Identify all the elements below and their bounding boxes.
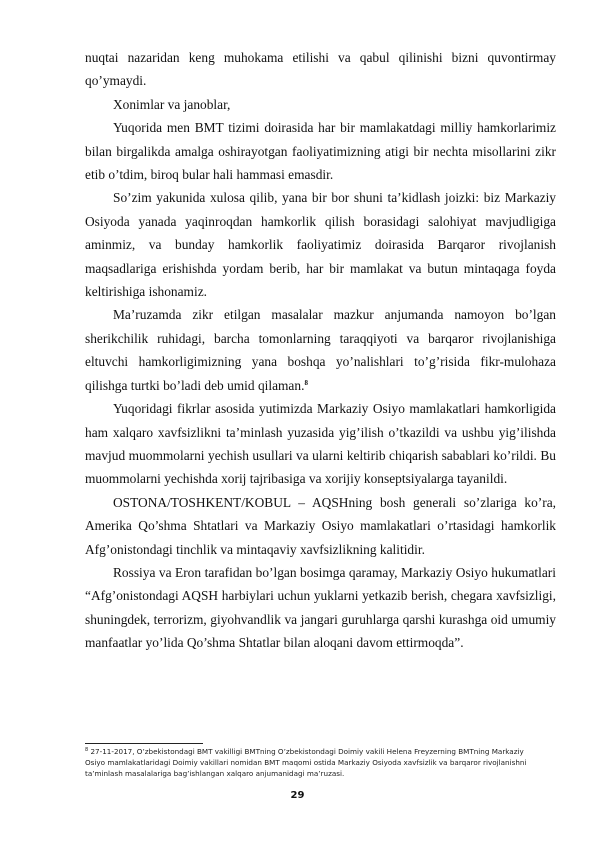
paragraph-8 xyxy=(85,561,556,655)
paragraph-1 xyxy=(85,46,556,93)
paragraph-text: Yuqoridagi fikrlar asosida yutimizda Markaziy Osiyo mamlakatlari hamkorligida ham xalqaro xavfsizlikni ta’minlash yuzasida yig’ilish o’tkazildi va ushbu yig’ilishda mavjud muommolarni yechish usullari va ularni keltirib chiqarish sabablari ko’rildi. Bu muommolarni yechishda xorij tajribasiga va xorijiy konseptsiyalarga tayanildi. xyxy=(85,401,556,487)
footnote-text: 27-11-2017, O’zbekistondagi BMT vakilligi BMTning O’zbekistondagi Doimiy vakili Helena Freyzerning BMTning Markaziy Osiyo mamlakatlaridagi Doimiy vakillari nomidan BMT maqomi ostida Markaziy Osiyoda xavfsizlik va barqaror rivojlanishni ta’minlash masalalariga bag’ishlangan xalqaro anjumanidagi ma’ruzasi. xyxy=(85,747,527,778)
paragraph-text: nuqtai nazaridan keng muhokama etilishi va qabul qilinishi bizni quvontirmay qo’ymaydi. xyxy=(85,50,556,89)
paragraph-7 xyxy=(85,491,556,561)
page-number: 29 xyxy=(290,790,305,801)
paragraph-text: Yuqorida men BMT tizimi doirasida har bir mamlakatdagi milliy hamkorlarimiz bilan birgalikda amalga oshirayotgan faoliyatimizning atigi bir nechta misollarini zikr etib o’tdim, biroq bular hali hammasi emasdir. xyxy=(85,120,556,183)
paragraph-text: Ma’ruzamda zikr etilgan masalalar mazkur anjumanda namoyon bo’lgan sherikchilik ruhidagi, barcha tomonlarning taraqqiyoti va barqaror rivojlanishiga eltuvchi hamkorligimizning yana boshqa yo’nalishlari to’g’risida fikr-mulohaza qilishga turtki bo’ladi deb umid qilaman. xyxy=(85,307,556,393)
paragraph-text: So’zim yakunida xulosa qilib, yana bir bor shuni ta’kidlash joizki: biz Markaziy Osiyoda yanada yaqinroqdan hamkorlik qilish borasidagi salohiyat mavjudligiga aminmiz, va bunday hamkorlik faoliyatimiz doirasida Barqaror rivojlanish maqsadlariga erishishda yordam berib, har bir mamlakat va butun mintaqaga foyda keltirishiga ishonamiz. xyxy=(85,190,556,300)
paragraph-2 xyxy=(85,93,556,116)
paragraph-5 xyxy=(85,303,556,397)
paragraph-3 xyxy=(85,116,556,186)
paragraph-text: Xonimlar va janoblar, xyxy=(113,96,231,112)
main-text xyxy=(85,46,556,655)
footnote xyxy=(85,746,535,779)
paragraph-6 xyxy=(85,397,556,491)
footnote-reference[interactable]: 8 xyxy=(304,378,308,387)
footnote-marker: 8 xyxy=(85,747,89,753)
paragraph-text: Rossiya va Eron tarafidan bo’lgan bosimga qaramay, Markaziy Osiyo hukumatlari “Afg’onistondagi AQSH harbiylari uchun yuklarni yetkazib berish, chegara xavfsizligi, shuningdek, terrorizm, giyohvandlik va jangari guruhlarga qarshi kurashga oid umumiy manfaatlar yo’lida Qo’shma Shtatlar bilan aloqani davom ettirmoqda”. xyxy=(85,564,556,651)
paragraph-4 xyxy=(85,186,556,303)
paragraph-text: OSTONA/TOSHKENT/KOBUL – AQSHning bosh generali so’zlariga ko’ra, Amerika Qo’shma Shtatlari va Markaziy Osiyo mamlakatlari o’rtasidagi hamkorlik Afg’onistondagi tinchlik va mintaqaviy xavfsizlikning kalitidir. xyxy=(85,494,556,557)
footnote-divider xyxy=(85,743,203,744)
